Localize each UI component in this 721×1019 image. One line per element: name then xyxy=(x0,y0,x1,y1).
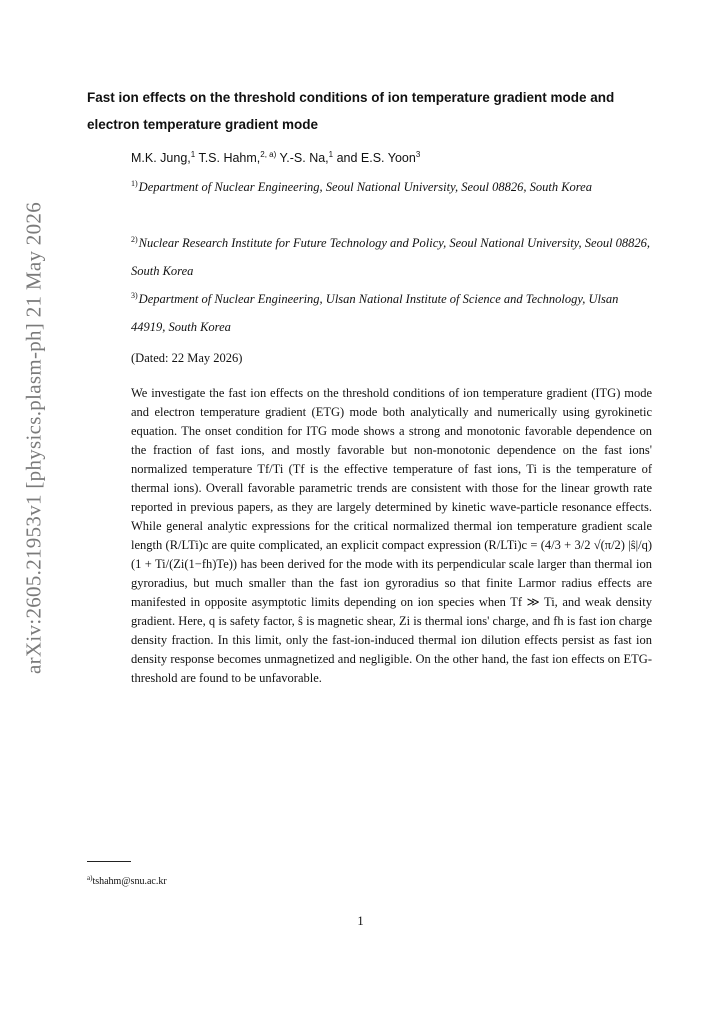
author-1: M.K. Jung, xyxy=(131,151,191,165)
page-number: 1 xyxy=(357,914,364,928)
abstract: We investigate the fast ion effects on the threshold conditions of ion temperature gradient (ITG) mode and electron temperature gradient (ETG) mode both analytically and numerically using gyrokinetic equation. The onset condition for ITG mode shows a strong and monotonic favorable dependence on the fraction of fast ions, and mostly favorable but non-monotonic dependence on the fast ions' normalized temperature Tf/Ti (Tf is the effective temperature of fast ions, Ti is the temperature of thermal ions). Overall favorable parametric trends are consistent with those for the linear growth rate reported in previous papers, as they are largely determined by kinetic wave-particle resonance effects. While general analytic expressions for the critical normalized thermal ion temperature gradient scale length (R/LTi)c are quite complicated, an explicit compact expression (R/LTi)c = (4/3 + 3/2 √(π/2) |ŝ|/q)(1 + Ti/(Zi(1−fh)Te)) has been derived for the mode with its perpendicular scale larger than thermal ion gyroradius, but much smaller than the fast ion gyroradius so that finite Larmor radius effects are manifested in opposite asymptotic limits depending on ion species when Tf ≫ Ti, and weak density gradient. Here, q is safety factor, ŝ is magnetic shear, Zi is thermal ions' charge, and fh is fast ion charge density fraction. In this limit, only the fast-ion-induced thermal ion dilution effects persist as fast ion density response becomes unmagnetized and negligible. On the other hand, the fast ion effects on ETG-threshold are found to be unfavorable. xyxy=(131,386,652,685)
date-line: (Dated: 22 May 2026) xyxy=(131,351,243,365)
arxiv-sidebar-stamp xyxy=(14,202,54,674)
footnote-rule xyxy=(87,861,131,862)
footnote-mark: a) xyxy=(87,874,93,882)
author-2-affiliation-mark: 2, a) xyxy=(260,150,277,159)
affiliation-2 xyxy=(131,226,651,285)
author-4: and E.S. Yoon xyxy=(333,151,416,165)
affiliation-1 xyxy=(131,170,651,201)
affiliation-2-mark: 2) xyxy=(131,235,138,244)
footnote xyxy=(87,871,167,889)
paper-title: Fast ion effects on the threshold conditions of ion temperature gradient mode and electron temperature gradient mode xyxy=(87,90,615,132)
affiliation-1-mark: 1) xyxy=(131,179,138,188)
affiliation-3 xyxy=(131,282,651,341)
author-2: T.S. Hahm, xyxy=(195,151,261,165)
author-3: Y.-S. Na, xyxy=(276,151,329,165)
affiliation-3-mark: 3) xyxy=(131,291,138,300)
author-4-affiliation-mark: 3 xyxy=(415,150,421,159)
footnote-email: tshahm@snu.ac.kr xyxy=(92,876,167,887)
arxiv-identifier: arXiv:2605.21953v1 [physics.plasm-ph] 21 May 2026 xyxy=(21,202,46,674)
affiliation-3-text: Department of Nuclear Engineering, Ulsan National Institute of Science and Technology, Ulsan 44919, South Korea xyxy=(131,292,619,334)
affiliation-2-text: Nuclear Research Institute for Future Technology and Policy, Seoul National University, Seoul 08826, South Korea xyxy=(131,236,651,278)
author-list xyxy=(131,146,420,167)
affiliation-1-text: Department of Nuclear Engineering, Seoul National University, Seoul 08826, South Korea xyxy=(138,180,592,194)
author-1-affiliation-mark: 1 xyxy=(190,150,196,159)
author-3-affiliation-mark: 1 xyxy=(328,150,334,159)
